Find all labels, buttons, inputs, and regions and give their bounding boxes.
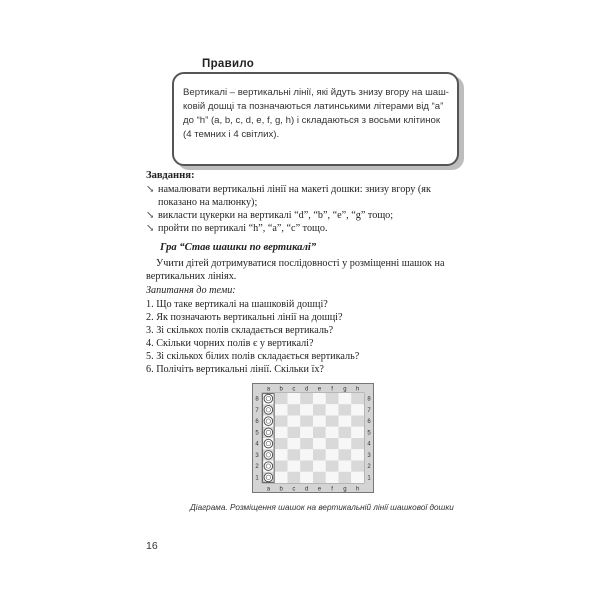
board-square	[288, 472, 301, 483]
questions-heading: Запитання до теми:	[146, 285, 236, 296]
question-item: 6. Полічіть вертикальні лінії. Скільки їх?	[146, 364, 324, 375]
rank-label-right: 3	[367, 452, 371, 459]
file-label-top: a	[266, 386, 271, 393]
file-label-bottom: c	[292, 486, 296, 493]
question-item: 1. Що таке вертикалі на шашковій дошці?	[146, 299, 328, 310]
board-square	[326, 404, 339, 415]
board-square	[288, 416, 301, 427]
file-label-top: c	[292, 386, 296, 393]
board-square	[313, 416, 326, 427]
task-item-continued: показано на малюнку);	[158, 197, 258, 208]
checker-piece	[264, 473, 273, 482]
board-square	[288, 404, 301, 415]
rule-line: до “h” (a, b, c, d, e, f, g, h) і складаються з восьми клітинок	[183, 115, 441, 126]
board-square	[351, 404, 364, 415]
board-square	[275, 438, 288, 449]
file-label-top: d	[304, 386, 309, 393]
page-number: 16	[146, 540, 158, 552]
board-square	[326, 449, 339, 460]
game-title: Гра “Став шашки по вертикалі”	[160, 242, 317, 253]
rank-label-right: 1	[367, 475, 371, 482]
game-description	[146, 257, 476, 283]
arrow-icon: ↘	[146, 223, 155, 234]
board-square	[351, 416, 364, 427]
board-square	[288, 393, 301, 404]
board-square	[313, 449, 326, 460]
question-item: 5. Зі скількох білих полів складається вертикаль?	[146, 351, 360, 362]
file-label-bottom: f	[331, 486, 333, 493]
board-square	[339, 438, 352, 449]
board-square	[339, 472, 352, 483]
checker-piece	[264, 428, 273, 437]
checker-piece	[264, 439, 273, 448]
board-square	[300, 449, 313, 460]
checker-piece	[264, 451, 273, 460]
rank-label-left: 7	[255, 407, 259, 414]
board-square	[351, 438, 364, 449]
tasks-heading: Завдання:	[146, 170, 195, 181]
file-label-top: f	[331, 386, 333, 393]
file-label-top: g	[343, 386, 347, 393]
board-square	[313, 438, 326, 449]
question-item: 3. Зі скількох полів складається вертикаль?	[146, 325, 334, 336]
task-item: ↘ пройти по вертикалі “h”, “a”, “c” тощо.	[146, 223, 328, 234]
board-square	[300, 393, 313, 404]
board-square	[339, 427, 352, 438]
board-square	[275, 393, 288, 404]
rule-text	[183, 86, 449, 142]
board-square	[351, 449, 364, 460]
arrow-icon: ↘	[146, 184, 155, 195]
board-square	[339, 404, 352, 415]
diagram-caption: Діаграма. Розміщення шашок на вертикальній лінії шашкової дошки	[190, 503, 454, 512]
board-square	[313, 472, 326, 483]
rank-label-right: 7	[367, 407, 371, 414]
rule-line: Вертикалі – вертикальні лінії, які йдуть знизу вгору на шаш-	[183, 87, 449, 98]
board-square	[313, 393, 326, 404]
board-square	[275, 449, 288, 460]
checkers-board	[252, 383, 374, 493]
file-label-bottom: b	[279, 486, 283, 493]
board-square	[351, 393, 364, 404]
board-square	[300, 472, 313, 483]
checker-piece	[264, 406, 273, 415]
rule-line: ковій дошці та позначаються латинськими літерами від “a”	[183, 101, 444, 112]
board-square	[288, 438, 301, 449]
rule-line: (4 темних і 4 світлих).	[183, 129, 280, 140]
rank-label-left: 3	[255, 452, 259, 459]
board-square	[288, 427, 301, 438]
board-square	[288, 461, 301, 472]
board-square	[275, 461, 288, 472]
board-square	[300, 427, 313, 438]
board-square	[300, 416, 313, 427]
board-square	[326, 461, 339, 472]
board-square	[339, 449, 352, 460]
board-square	[339, 416, 352, 427]
checker-piece	[264, 462, 273, 471]
file-label-bottom: h	[355, 486, 360, 493]
board-square	[300, 404, 313, 415]
rank-label-right: 6	[367, 419, 371, 426]
rank-label-left: 6	[255, 419, 259, 426]
file-label-top: h	[355, 386, 360, 393]
rank-label-right: 8	[367, 396, 371, 403]
board-square	[326, 393, 339, 404]
rank-label-left: 8	[255, 396, 259, 403]
rank-label-right: 2	[367, 464, 371, 471]
rank-label-right: 5	[367, 430, 371, 437]
board-square	[326, 427, 339, 438]
file-label-top: e	[317, 386, 322, 393]
file-label-bottom: e	[317, 486, 322, 493]
arrow-icon: ↘	[146, 210, 155, 221]
game-desc-line: вертикальних лініях.	[146, 271, 237, 282]
game-desc-line: Учити дітей дотримуватися послідовності у розміщенні шашок на	[156, 258, 445, 269]
board-square	[275, 404, 288, 415]
rank-label-left: 4	[255, 441, 259, 448]
rank-label-left: 5	[255, 430, 259, 437]
rank-label-right: 4	[367, 441, 371, 448]
board-square	[351, 472, 364, 483]
board-square	[300, 461, 313, 472]
board-square	[339, 461, 352, 472]
checkers-board-diagram	[252, 383, 374, 498]
file-label-top: b	[279, 386, 283, 393]
rank-label-left: 1	[255, 475, 259, 482]
board-square	[313, 461, 326, 472]
board-square	[275, 416, 288, 427]
board-square	[313, 427, 326, 438]
file-label-bottom: d	[304, 486, 309, 493]
checker-piece	[264, 417, 273, 426]
board-square	[339, 393, 352, 404]
file-label-bottom: g	[343, 486, 347, 493]
board-square	[275, 427, 288, 438]
file-label-bottom: a	[266, 486, 271, 493]
checker-piece	[264, 394, 273, 403]
rank-label-left: 2	[255, 464, 259, 471]
board-square	[288, 449, 301, 460]
board-square	[313, 404, 326, 415]
board-square	[351, 427, 364, 438]
question-item: 2. Як позначають вертикальні лінії на дошці?	[146, 312, 343, 323]
task-item: ↘ намалювати вертикальні лінії на макеті дошки: знизу вгору (як	[146, 184, 431, 195]
task-item: ↘ викласти цукерки на вертикалі “d”, “b”, “e”, “g” тощо;	[146, 210, 394, 221]
board-square	[300, 438, 313, 449]
board-square	[326, 416, 339, 427]
question-item: 4. Скільки чорних полів є у вертикалі?	[146, 338, 314, 349]
board-square	[275, 472, 288, 483]
board-square	[326, 472, 339, 483]
board-square	[326, 438, 339, 449]
rule-title: Правило	[196, 58, 260, 70]
board-square	[351, 461, 364, 472]
